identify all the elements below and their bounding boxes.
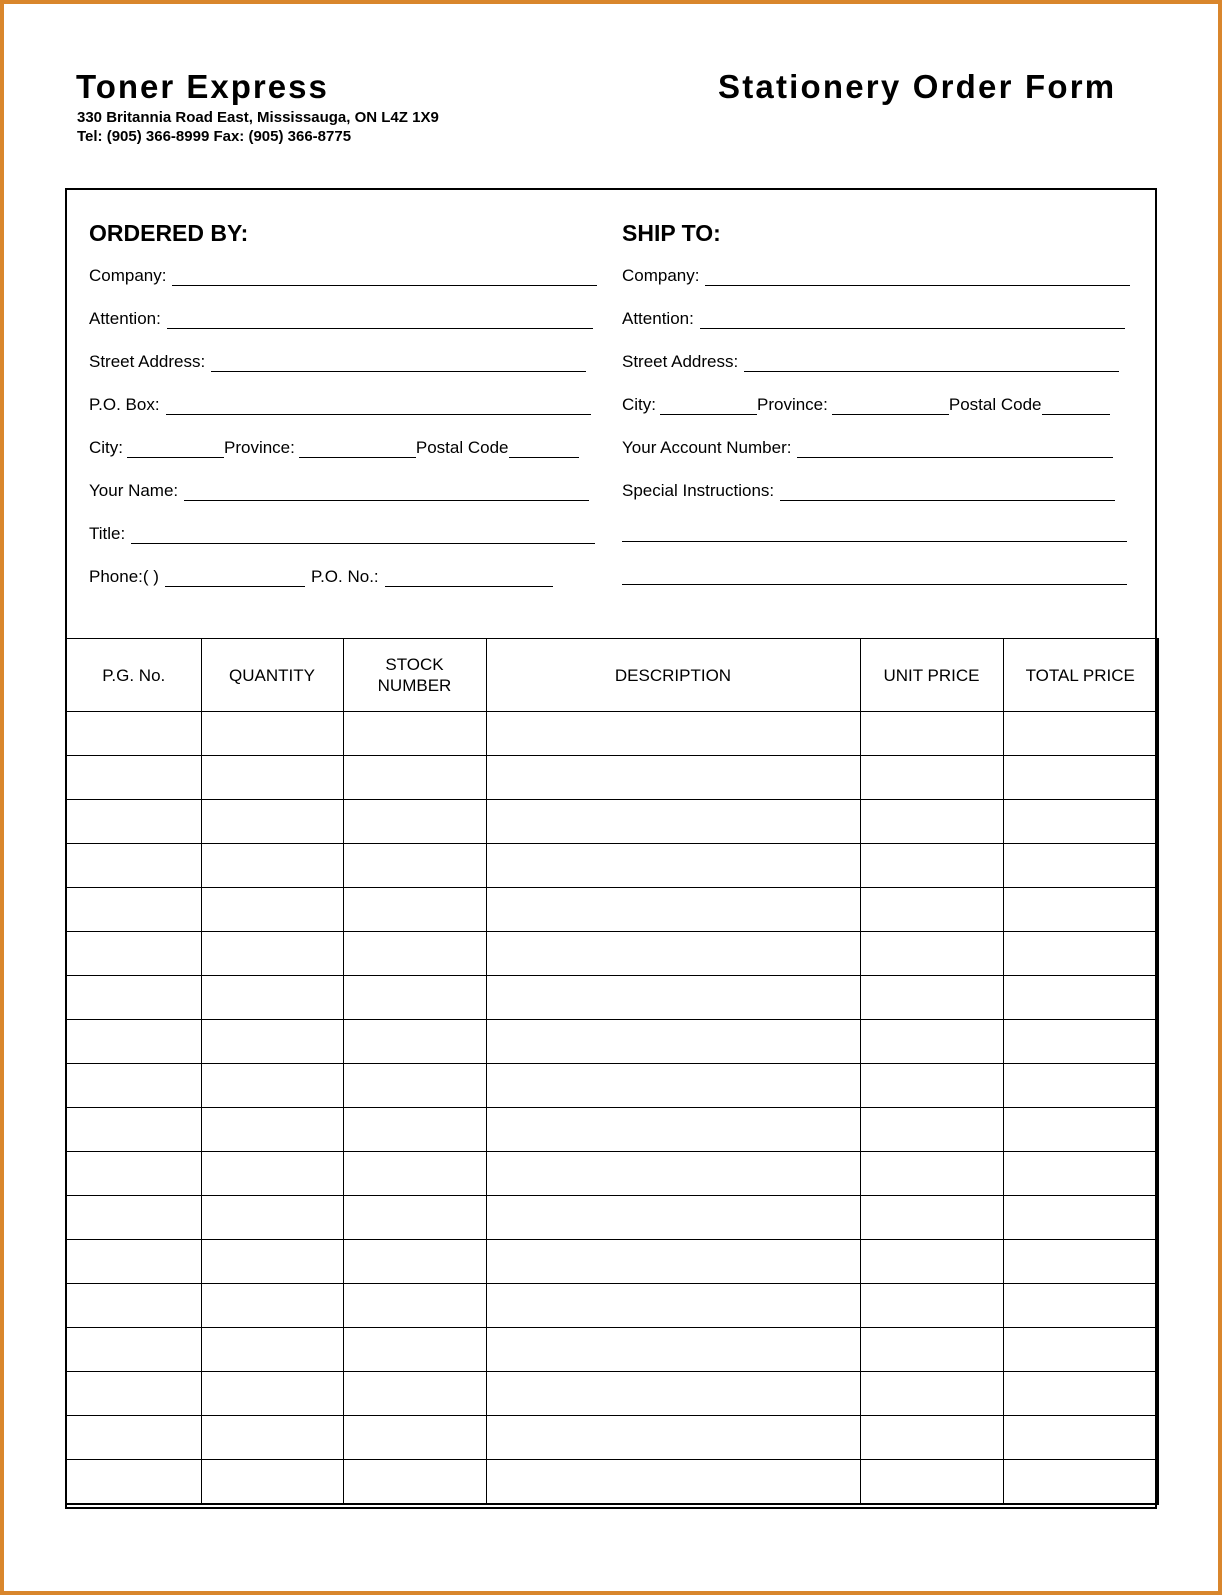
- cell-total-price[interactable]: [1003, 756, 1158, 800]
- cell-pg-no[interactable]: [66, 1152, 201, 1196]
- table-body: [66, 712, 1158, 1505]
- table-row: [66, 1064, 1158, 1108]
- cell-stock-number[interactable]: [343, 800, 486, 844]
- cell-total-price[interactable]: [1003, 1240, 1158, 1284]
- ship-to-account-field[interactable]: [622, 434, 1113, 458]
- ordered-by-po-box-field[interactable]: [89, 391, 591, 415]
- ordered-by-attention-input[interactable]: [167, 310, 593, 329]
- cell-quantity[interactable]: [201, 1108, 343, 1152]
- cell-stock-number[interactable]: [343, 1064, 486, 1108]
- column-header-description: DESCRIPTION: [486, 639, 860, 712]
- cell-unit-price[interactable]: [860, 844, 1003, 888]
- ship-to-special-instructions-line-3[interactable]: [622, 583, 1127, 585]
- cell-total-price[interactable]: [1003, 1328, 1158, 1372]
- cell-description[interactable]: [486, 1328, 860, 1372]
- cell-description[interactable]: [486, 1460, 860, 1505]
- cell-pg-no[interactable]: [66, 1372, 201, 1416]
- ordered-by-po-no-input[interactable]: [385, 568, 553, 587]
- cell-total-price[interactable]: [1003, 1152, 1158, 1196]
- ship-to-special-instructions-field[interactable]: [622, 477, 1115, 501]
- cell-unit-price[interactable]: [860, 1240, 1003, 1284]
- company-name: Toner Express: [76, 68, 329, 105]
- cell-total-price[interactable]: [1003, 800, 1158, 844]
- cell-description[interactable]: [486, 1108, 860, 1152]
- ship-to-account-label: Your Account Number:: [622, 438, 792, 457]
- cell-pg-no[interactable]: [66, 800, 201, 844]
- cell-total-price[interactable]: [1003, 712, 1158, 756]
- cell-quantity[interactable]: [201, 1416, 343, 1460]
- cell-quantity[interactable]: [201, 844, 343, 888]
- ship-to-account-input[interactable]: [797, 439, 1113, 458]
- ordered-by-province-label: Province:: [224, 438, 295, 457]
- cell-unit-price[interactable]: [860, 1416, 1003, 1460]
- cell-stock-number[interactable]: [343, 1372, 486, 1416]
- form-title: Stationery Order Form: [718, 68, 1117, 105]
- cell-stock-number[interactable]: [343, 1416, 486, 1460]
- ordered-by-title-label: Title:: [89, 524, 126, 543]
- cell-pg-no[interactable]: [66, 1108, 201, 1152]
- ship-to-company-field[interactable]: [622, 262, 1130, 286]
- cell-unit-price[interactable]: [860, 1108, 1003, 1152]
- cell-stock-number[interactable]: [343, 932, 486, 976]
- ship-to-street-label: Street Address:: [622, 352, 739, 371]
- ship-to-company-label: Company:: [622, 266, 700, 285]
- ship-to-province-label: Province:: [757, 395, 828, 414]
- cell-stock-number[interactable]: [343, 1196, 486, 1240]
- cell-total-price[interactable]: [1003, 976, 1158, 1020]
- ordered-by-phone-input[interactable]: [165, 568, 305, 587]
- ordered-by-title-input[interactable]: [131, 525, 595, 544]
- company-address: 330 Britannia Road East, Mississauga, ON L4Z 1X9: [77, 109, 439, 126]
- ship-to-street-field[interactable]: [622, 348, 1119, 372]
- cell-quantity[interactable]: [201, 888, 343, 932]
- ordered-by-attention-label: Attention:: [89, 309, 161, 328]
- ordered-by-po-box-input[interactable]: [166, 396, 591, 415]
- cell-quantity[interactable]: [201, 1064, 343, 1108]
- ship-to-attention-input[interactable]: [700, 310, 1125, 329]
- ship-to-city-input[interactable]: [660, 396, 757, 415]
- table-row: [66, 800, 1158, 844]
- cell-pg-no[interactable]: [66, 1064, 201, 1108]
- ship-to-postal-input[interactable]: [1042, 396, 1110, 415]
- cell-quantity[interactable]: [201, 932, 343, 976]
- cell-total-price[interactable]: [1003, 1020, 1158, 1064]
- cell-description[interactable]: [486, 888, 860, 932]
- table-row: [66, 1372, 1158, 1416]
- cell-unit-price[interactable]: [860, 888, 1003, 932]
- cell-unit-price[interactable]: [860, 1460, 1003, 1505]
- cell-quantity[interactable]: [201, 1152, 343, 1196]
- ordered-by-company-input[interactable]: [172, 267, 597, 286]
- cell-unit-price[interactable]: [860, 756, 1003, 800]
- cell-quantity[interactable]: [201, 1284, 343, 1328]
- table-row: [66, 844, 1158, 888]
- ordered-by-title-field[interactable]: [89, 520, 595, 544]
- ordered-by-postal-label: Postal Code: [415, 438, 509, 457]
- ordered-by-phone-label: Phone:( ): [89, 567, 159, 586]
- cell-pg-no[interactable]: [66, 1284, 201, 1328]
- cell-stock-number[interactable]: [343, 976, 486, 1020]
- table-row: [66, 1416, 1158, 1460]
- cell-pg-no[interactable]: [66, 1328, 201, 1372]
- cell-description[interactable]: [486, 1196, 860, 1240]
- ordered-by-heading: ORDERED BY:: [89, 220, 249, 246]
- cell-pg-no[interactable]: [66, 1460, 201, 1505]
- cell-description[interactable]: [486, 1416, 860, 1460]
- column-header-pg-no: P.G. No.: [66, 639, 201, 712]
- cell-quantity[interactable]: [201, 1240, 343, 1284]
- order-items-table: [65, 638, 1159, 1505]
- cell-total-price[interactable]: [1003, 1460, 1158, 1505]
- ordered-by-po-no-label: P.O. No.:: [310, 567, 379, 586]
- column-header-stock-number: [343, 639, 486, 712]
- cell-unit-price[interactable]: [860, 712, 1003, 756]
- cell-total-price[interactable]: [1003, 1064, 1158, 1108]
- ordered-by-po-box-label: P.O. Box:: [89, 395, 160, 414]
- cell-stock-number[interactable]: [343, 756, 486, 800]
- cell-unit-price[interactable]: [860, 1372, 1003, 1416]
- table-row: [66, 1020, 1158, 1064]
- ordered-by-city-input[interactable]: [127, 439, 224, 458]
- ship-to-attention-label: Attention:: [622, 309, 694, 328]
- cell-pg-no[interactable]: [66, 712, 201, 756]
- cell-description[interactable]: [486, 976, 860, 1020]
- cell-stock-number[interactable]: [343, 712, 486, 756]
- cell-stock-number[interactable]: [343, 1460, 486, 1505]
- cell-quantity[interactable]: [201, 800, 343, 844]
- ordered-by-street-input[interactable]: [211, 353, 586, 372]
- table-row: [66, 1108, 1158, 1152]
- cell-total-price[interactable]: [1003, 844, 1158, 888]
- table-row: [66, 756, 1158, 800]
- ordered-by-phone-row[interactable]: [89, 563, 553, 587]
- ship-to-city-row[interactable]: [622, 391, 1110, 415]
- cell-description[interactable]: [486, 1240, 860, 1284]
- ordered-by-city-label: City:: [89, 438, 123, 457]
- table-row: [66, 888, 1158, 932]
- cell-description[interactable]: [486, 1152, 860, 1196]
- cell-description[interactable]: [486, 932, 860, 976]
- table-row: [66, 1240, 1158, 1284]
- ship-to-province-input[interactable]: [832, 396, 949, 415]
- cell-quantity[interactable]: [201, 712, 343, 756]
- ordered-by-postal-input[interactable]: [509, 439, 579, 458]
- ship-to-heading: SHIP TO:: [622, 220, 721, 246]
- cell-unit-price[interactable]: [860, 1064, 1003, 1108]
- cell-stock-number[interactable]: [343, 1152, 486, 1196]
- cell-unit-price[interactable]: [860, 932, 1003, 976]
- cell-pg-no[interactable]: [66, 932, 201, 976]
- cell-unit-price[interactable]: [860, 1152, 1003, 1196]
- cell-unit-price[interactable]: [860, 1328, 1003, 1372]
- cell-pg-no[interactable]: [66, 1020, 201, 1064]
- table-row: [66, 1196, 1158, 1240]
- cell-total-price[interactable]: [1003, 1416, 1158, 1460]
- cell-stock-number[interactable]: [343, 1020, 486, 1064]
- cell-quantity[interactable]: [201, 1460, 343, 1505]
- cell-total-price[interactable]: [1003, 1284, 1158, 1328]
- ordered-by-street-field[interactable]: [89, 348, 586, 372]
- ordered-by-company-field[interactable]: [89, 262, 597, 286]
- cell-pg-no[interactable]: [66, 1416, 201, 1460]
- cell-quantity[interactable]: [201, 1196, 343, 1240]
- ship-to-special-instructions-line-2[interactable]: [622, 540, 1127, 542]
- ordered-by-attention-field[interactable]: [89, 305, 593, 329]
- cell-unit-price[interactable]: [860, 800, 1003, 844]
- ship-to-company-input[interactable]: [705, 267, 1130, 286]
- cell-description[interactable]: [486, 844, 860, 888]
- ordered-by-city-row[interactable]: [89, 434, 579, 458]
- table-row: [66, 1328, 1158, 1372]
- cell-quantity[interactable]: [201, 1372, 343, 1416]
- table-row: [66, 712, 1158, 756]
- column-header-quantity: QUANTITY: [201, 639, 343, 712]
- cell-description[interactable]: [486, 756, 860, 800]
- ordered-by-your-name-input[interactable]: [184, 482, 589, 501]
- ship-to-postal-label: Postal Code: [948, 395, 1042, 414]
- cell-pg-no[interactable]: [66, 1240, 201, 1284]
- column-header-total-price: TOTAL PRICE: [1003, 639, 1158, 712]
- cell-description[interactable]: [486, 800, 860, 844]
- cell-description[interactable]: [486, 1020, 860, 1064]
- ordered-by-province-input[interactable]: [299, 439, 416, 458]
- cell-description[interactable]: [486, 1284, 860, 1328]
- cell-quantity[interactable]: [201, 1020, 343, 1064]
- ship-to-city-label: City:: [622, 395, 656, 414]
- table-row: [66, 976, 1158, 1020]
- cell-description[interactable]: [486, 712, 860, 756]
- ship-to-special-instructions-label: Special Instructions:: [622, 481, 775, 500]
- ordered-by-street-label: Street Address:: [89, 352, 206, 371]
- cell-total-price[interactable]: [1003, 932, 1158, 976]
- ordered-by-your-name-field[interactable]: [89, 477, 589, 501]
- cell-stock-number[interactable]: [343, 844, 486, 888]
- ship-to-special-instructions-input[interactable]: [780, 482, 1115, 501]
- ship-to-street-input[interactable]: [744, 353, 1119, 372]
- cell-quantity[interactable]: [201, 976, 343, 1020]
- table-row: [66, 932, 1158, 976]
- cell-quantity[interactable]: [201, 1328, 343, 1372]
- ordered-by-your-name-label: Your Name:: [89, 481, 179, 500]
- cell-total-price[interactable]: [1003, 1108, 1158, 1152]
- cell-unit-price[interactable]: [860, 1020, 1003, 1064]
- cell-stock-number[interactable]: [343, 888, 486, 932]
- column-header-unit-price: UNIT PRICE: [860, 639, 1003, 712]
- cell-total-price[interactable]: [1003, 1372, 1158, 1416]
- table-row: [66, 1152, 1158, 1196]
- cell-stock-number[interactable]: [343, 1240, 486, 1284]
- cell-description[interactable]: [486, 1064, 860, 1108]
- cell-unit-price[interactable]: [860, 1196, 1003, 1240]
- cell-unit-price[interactable]: [860, 1284, 1003, 1328]
- cell-description[interactable]: [486, 1372, 860, 1416]
- cell-pg-no[interactable]: [66, 888, 201, 932]
- cell-stock-number[interactable]: [343, 1328, 486, 1372]
- cell-unit-price[interactable]: [860, 976, 1003, 1020]
- cell-total-price[interactable]: [1003, 888, 1158, 932]
- table-row: [66, 1284, 1158, 1328]
- cell-quantity[interactable]: [201, 756, 343, 800]
- cell-pg-no[interactable]: [66, 976, 201, 1020]
- cell-pg-no[interactable]: [66, 756, 201, 800]
- company-phone-fax: Tel: (905) 366-8999 Fax: (905) 366-8775: [77, 128, 352, 145]
- cell-stock-number[interactable]: [343, 1108, 486, 1152]
- table-header-row: [66, 639, 1158, 712]
- cell-pg-no[interactable]: [66, 1196, 201, 1240]
- table-row: [66, 1460, 1158, 1505]
- cell-total-price[interactable]: [1003, 1196, 1158, 1240]
- ship-to-attention-field[interactable]: [622, 305, 1125, 329]
- cell-pg-no[interactable]: [66, 844, 201, 888]
- column-header-stock-number-text: STOCK NUMBER: [377, 655, 452, 695]
- cell-stock-number[interactable]: [343, 1284, 486, 1328]
- ordered-by-company-label: Company:: [89, 266, 167, 285]
